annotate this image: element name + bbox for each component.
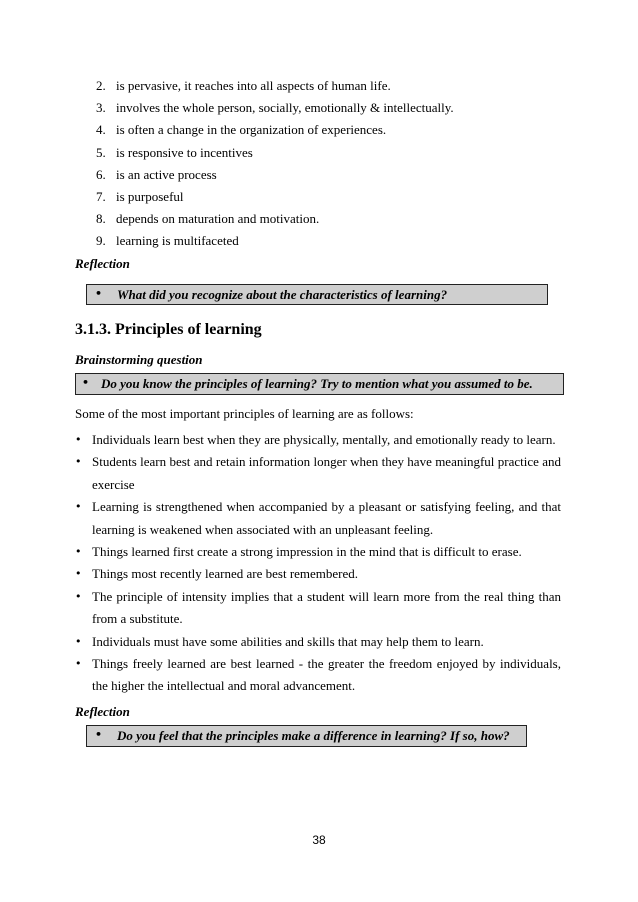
list-item bbox=[96, 97, 576, 119]
list-text: is purposeful bbox=[116, 188, 184, 204]
principle-text: Students learn best and retain information longer when they have meaningful practice and exercise bbox=[92, 454, 561, 492]
list-item bbox=[75, 496, 561, 541]
list-text: involves the whole person, socially, emotionally & intellectually. bbox=[116, 100, 454, 116]
list-text: is an active process bbox=[116, 166, 217, 182]
list-number: 4. bbox=[96, 122, 106, 138]
list-item bbox=[96, 119, 576, 141]
list-number: 9. bbox=[96, 233, 106, 249]
list-number: 7. bbox=[96, 188, 106, 204]
list-item bbox=[75, 586, 561, 631]
brainstorm-question: Do you know the principles of learning? Try to mention what you assumed to be. bbox=[101, 376, 533, 391]
list-number: 6. bbox=[96, 166, 106, 182]
list-number: 3. bbox=[96, 100, 106, 116]
list-item bbox=[96, 142, 576, 164]
principle-text: Things most recently learned are best remembered. bbox=[92, 566, 359, 582]
list-text: is responsive to incentives bbox=[116, 144, 253, 160]
list-text: learning is multifaceted bbox=[116, 233, 239, 249]
bullet-icon: • bbox=[75, 433, 82, 446]
page-number: 38 bbox=[312, 833, 326, 847]
list-item bbox=[75, 541, 561, 563]
bullet-icon: • bbox=[75, 657, 82, 671]
principle-text: Individuals learn best when they are physically, mentally, and emotionally ready to learn. bbox=[92, 432, 556, 447]
reflection-heading: Reflection bbox=[75, 256, 130, 271]
list-item bbox=[96, 208, 576, 230]
list-item bbox=[75, 429, 561, 451]
principles-list bbox=[75, 429, 561, 698]
principle-text: Things freely learned are best learned - the greater the freedom enjoyed by individuals, the higher the intellectual and moral advancement. bbox=[92, 656, 561, 694]
reflection-heading: Reflection bbox=[75, 704, 130, 719]
reflection-question: Do you feel that the principles make a difference in learning? If so, how? bbox=[117, 728, 510, 743]
list-item bbox=[75, 653, 561, 698]
reflection-question-box bbox=[86, 725, 527, 747]
brainstorm-question-box bbox=[75, 373, 564, 395]
list-text: is often a change in the organization of experiences. bbox=[116, 122, 387, 138]
bullet-icon: • bbox=[95, 728, 103, 741]
list-number: 8. bbox=[96, 211, 106, 227]
principle-text: The principle of intensity implies that a student will learn more from the real thing than from a substitute. bbox=[92, 588, 561, 627]
list-number: 5. bbox=[96, 144, 106, 160]
brainstorm-heading: Brainstorming question bbox=[75, 352, 203, 367]
list-item bbox=[75, 451, 561, 496]
bullet-icon: • bbox=[75, 500, 82, 514]
intro-text: Some of the most important principles of learning are as follows: bbox=[75, 406, 414, 421]
list-item bbox=[96, 75, 576, 97]
bullet-icon: • bbox=[82, 376, 90, 389]
list-item bbox=[75, 631, 561, 653]
list-text: is pervasive, it reaches into all aspects of human life. bbox=[116, 78, 391, 93]
list-item bbox=[96, 164, 576, 186]
bullet-icon: • bbox=[75, 545, 82, 559]
principle-text: Individuals must have some abilities and skills that may help them to learn. bbox=[92, 633, 484, 649]
list-item bbox=[75, 563, 561, 585]
numbered-list bbox=[96, 75, 576, 253]
list-number: 2. bbox=[96, 78, 106, 93]
section-title: 3.1.3. Principles of learning bbox=[75, 321, 262, 338]
reflection-question: What did you recognize about the characteristics of learning? bbox=[117, 287, 448, 302]
bullet-icon: • bbox=[75, 455, 82, 469]
bullet-icon: • bbox=[75, 567, 82, 581]
reflection-question-box bbox=[86, 284, 548, 305]
list-item bbox=[96, 230, 576, 252]
principle-text: Things learned first create a strong impression in the mind that is difficult to erase. bbox=[92, 544, 522, 560]
list-item bbox=[96, 186, 576, 208]
list-text: depends on maturation and motivation. bbox=[116, 211, 320, 227]
bullet-icon: • bbox=[75, 589, 82, 603]
bullet-icon: • bbox=[75, 634, 82, 648]
bullet-icon: • bbox=[95, 287, 103, 300]
principle-text: Learning is strengthened when accompanied by a pleasant or satisfying feeling, and that learning is weakened when associated with an unpleasant feeling. bbox=[92, 499, 561, 537]
